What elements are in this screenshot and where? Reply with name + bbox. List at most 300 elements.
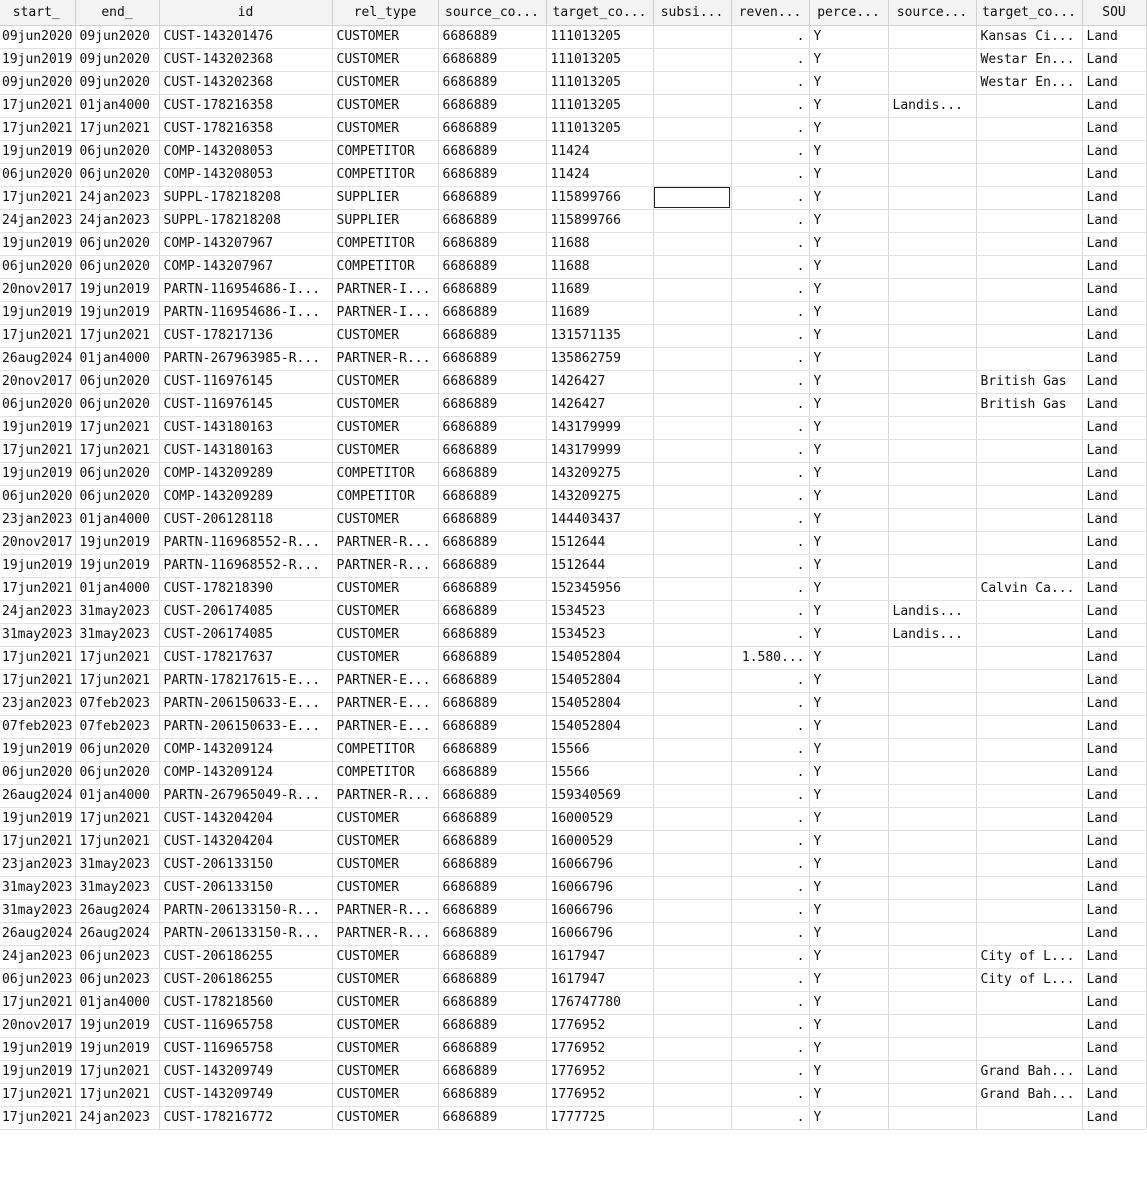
table-cell[interactable]: [976, 301, 1082, 324]
table-row[interactable]: [0, 1060, 1146, 1083]
table-cell[interactable]: 31may2023: [75, 853, 159, 876]
table-cell[interactable]: 31may2023: [0, 876, 75, 899]
table-cell[interactable]: 17jun2021: [75, 646, 159, 669]
table-cell[interactable]: Y: [809, 945, 888, 968]
table-cell[interactable]: [653, 1037, 731, 1060]
table-cell[interactable]: [888, 439, 976, 462]
table-cell[interactable]: 6686889: [438, 876, 546, 899]
table-cell[interactable]: 11424: [546, 163, 653, 186]
table-cell[interactable]: 17jun2021: [75, 669, 159, 692]
table-cell[interactable]: 16000529: [546, 830, 653, 853]
table-cell[interactable]: .: [731, 163, 809, 186]
table-cell[interactable]: .: [731, 784, 809, 807]
table-cell[interactable]: [976, 278, 1082, 301]
table-cell[interactable]: 19jun2019: [0, 554, 75, 577]
table-cell[interactable]: COMPETITOR: [332, 462, 438, 485]
table-cell[interactable]: CUST-178216358: [159, 117, 332, 140]
table-cell[interactable]: [976, 761, 1082, 784]
table-cell[interactable]: [653, 48, 731, 71]
table-cell[interactable]: COMP-143208053: [159, 140, 332, 163]
table-cell[interactable]: CUST-143201476: [159, 25, 332, 48]
table-cell[interactable]: 17jun2021: [75, 324, 159, 347]
table-cell[interactable]: 17jun2021: [75, 416, 159, 439]
table-cell[interactable]: Land: [1082, 623, 1146, 646]
table-cell[interactable]: [653, 784, 731, 807]
table-cell[interactable]: 17jun2021: [0, 186, 75, 209]
table-cell[interactable]: .: [731, 922, 809, 945]
table-cell[interactable]: 20nov2017: [0, 531, 75, 554]
table-cell[interactable]: Y: [809, 255, 888, 278]
table-cell[interactable]: 11424: [546, 140, 653, 163]
table-cell[interactable]: [976, 600, 1082, 623]
table-cell[interactable]: Land: [1082, 186, 1146, 209]
table-cell[interactable]: CUST-116965758: [159, 1037, 332, 1060]
table-cell[interactable]: Land: [1082, 301, 1146, 324]
table-cell[interactable]: 17jun2021: [0, 577, 75, 600]
table-cell[interactable]: .: [731, 255, 809, 278]
table-cell[interactable]: CUSTOMER: [332, 508, 438, 531]
table-cell[interactable]: PARTN-116968552-R...: [159, 531, 332, 554]
table-cell[interactable]: Y: [809, 991, 888, 1014]
table-cell[interactable]: British Gas: [976, 370, 1082, 393]
table-cell[interactable]: Y: [809, 968, 888, 991]
table-cell[interactable]: [976, 692, 1082, 715]
table-cell[interactable]: [653, 922, 731, 945]
table-cell[interactable]: 6686889: [438, 370, 546, 393]
table-cell[interactable]: CUSTOMER: [332, 117, 438, 140]
table-cell[interactable]: PARTNER-E...: [332, 715, 438, 738]
table-cell[interactable]: 6686889: [438, 255, 546, 278]
table-cell[interactable]: [976, 324, 1082, 347]
table-cell[interactable]: 09jun2020: [75, 25, 159, 48]
table-cell[interactable]: .: [731, 554, 809, 577]
table-cell[interactable]: Y: [809, 646, 888, 669]
table-cell[interactable]: PARTNER-I...: [332, 301, 438, 324]
table-row[interactable]: [0, 784, 1146, 807]
table-cell[interactable]: PARTN-206133150-R...: [159, 922, 332, 945]
column-header[interactable]: source...: [888, 0, 976, 25]
table-cell[interactable]: [976, 347, 1082, 370]
table-cell[interactable]: Land: [1082, 692, 1146, 715]
table-cell[interactable]: PARTN-206150633-E...: [159, 692, 332, 715]
table-cell[interactable]: [888, 117, 976, 140]
table-cell[interactable]: [976, 1014, 1082, 1037]
table-cell[interactable]: 31may2023: [75, 876, 159, 899]
table-row[interactable]: [0, 922, 1146, 945]
table-cell[interactable]: 6686889: [438, 25, 546, 48]
table-cell[interactable]: Y: [809, 370, 888, 393]
table-cell[interactable]: 1426427: [546, 393, 653, 416]
table-cell[interactable]: 6686889: [438, 922, 546, 945]
table-cell[interactable]: Y: [809, 830, 888, 853]
table-cell[interactable]: [976, 439, 1082, 462]
table-cell[interactable]: [888, 1014, 976, 1037]
table-cell[interactable]: 1776952: [546, 1037, 653, 1060]
table-cell[interactable]: [888, 1106, 976, 1129]
table-cell[interactable]: [653, 692, 731, 715]
table-cell[interactable]: [888, 163, 976, 186]
table-cell[interactable]: 19jun2019: [0, 140, 75, 163]
table-cell[interactable]: Y: [809, 623, 888, 646]
table-cell[interactable]: COMPETITOR: [332, 255, 438, 278]
table-cell[interactable]: CUST-178216772: [159, 1106, 332, 1129]
table-cell[interactable]: 19jun2019: [0, 1060, 75, 1083]
table-cell[interactable]: 24jan2023: [0, 209, 75, 232]
table-cell[interactable]: 17jun2021: [0, 830, 75, 853]
table-cell[interactable]: Y: [809, 25, 888, 48]
table-cell[interactable]: .: [731, 209, 809, 232]
table-cell[interactable]: 06jun2023: [0, 968, 75, 991]
table-cell[interactable]: [888, 25, 976, 48]
table-cell[interactable]: 24jan2023: [75, 1106, 159, 1129]
table-cell[interactable]: Land: [1082, 48, 1146, 71]
table-row[interactable]: [0, 715, 1146, 738]
table-cell[interactable]: Landis...: [888, 94, 976, 117]
table-cell[interactable]: Y: [809, 1037, 888, 1060]
table-cell[interactable]: [888, 554, 976, 577]
table-cell[interactable]: 111013205: [546, 71, 653, 94]
table-cell[interactable]: 1776952: [546, 1083, 653, 1106]
table-cell[interactable]: 6686889: [438, 577, 546, 600]
table-cell[interactable]: 131571135: [546, 324, 653, 347]
table-cell[interactable]: Y: [809, 715, 888, 738]
table-cell[interactable]: Land: [1082, 370, 1146, 393]
table-cell[interactable]: [888, 784, 976, 807]
table-cell[interactable]: 6686889: [438, 554, 546, 577]
table-cell[interactable]: 6686889: [438, 485, 546, 508]
table-cell[interactable]: [888, 1083, 976, 1106]
table-cell[interactable]: 19jun2019: [0, 738, 75, 761]
table-cell[interactable]: 143179999: [546, 416, 653, 439]
table-cell[interactable]: CUST-143204204: [159, 807, 332, 830]
table-cell[interactable]: Land: [1082, 508, 1146, 531]
table-cell[interactable]: [653, 186, 731, 209]
table-cell[interactable]: Land: [1082, 968, 1146, 991]
table-cell[interactable]: Land: [1082, 945, 1146, 968]
table-row[interactable]: [0, 692, 1146, 715]
table-cell[interactable]: .: [731, 94, 809, 117]
table-cell[interactable]: PARTNER-R...: [332, 899, 438, 922]
table-cell[interactable]: [976, 485, 1082, 508]
table-cell[interactable]: CUSTOMER: [332, 1037, 438, 1060]
table-cell[interactable]: 6686889: [438, 393, 546, 416]
table-cell[interactable]: Y: [809, 807, 888, 830]
table-cell[interactable]: 20nov2017: [0, 1014, 75, 1037]
table-row[interactable]: [0, 991, 1146, 1014]
table-cell[interactable]: Y: [809, 784, 888, 807]
table-cell[interactable]: [653, 439, 731, 462]
table-cell[interactable]: 06jun2020: [75, 232, 159, 255]
table-cell[interactable]: 6686889: [438, 968, 546, 991]
table-cell[interactable]: [653, 255, 731, 278]
table-cell[interactable]: [976, 623, 1082, 646]
table-row[interactable]: [0, 807, 1146, 830]
table-cell[interactable]: 06jun2020: [75, 462, 159, 485]
table-cell[interactable]: [653, 232, 731, 255]
table-cell[interactable]: 1512644: [546, 554, 653, 577]
table-cell[interactable]: [888, 761, 976, 784]
table-cell[interactable]: Land: [1082, 784, 1146, 807]
table-cell[interactable]: Land: [1082, 163, 1146, 186]
table-cell[interactable]: 19jun2019: [0, 1037, 75, 1060]
table-cell[interactable]: 19jun2019: [75, 1014, 159, 1037]
table-cell[interactable]: 17jun2021: [0, 439, 75, 462]
table-cell[interactable]: Land: [1082, 577, 1146, 600]
table-cell[interactable]: [888, 416, 976, 439]
table-cell[interactable]: 11688: [546, 232, 653, 255]
table-cell[interactable]: COMPETITOR: [332, 761, 438, 784]
table-cell[interactable]: Westar En...: [976, 71, 1082, 94]
table-cell[interactable]: Land: [1082, 324, 1146, 347]
table-cell[interactable]: Y: [809, 347, 888, 370]
table-cell[interactable]: [976, 899, 1082, 922]
table-cell[interactable]: .: [731, 25, 809, 48]
table-cell[interactable]: Land: [1082, 761, 1146, 784]
table-cell[interactable]: 135862759: [546, 347, 653, 370]
table-cell[interactable]: CUST-143204204: [159, 830, 332, 853]
table-cell[interactable]: Land: [1082, 117, 1146, 140]
table-cell[interactable]: Land: [1082, 209, 1146, 232]
table-cell[interactable]: [888, 347, 976, 370]
table-cell[interactable]: 6686889: [438, 508, 546, 531]
table-cell[interactable]: CUST-116976145: [159, 393, 332, 416]
table-cell[interactable]: [976, 140, 1082, 163]
table-cell[interactable]: 17jun2021: [75, 439, 159, 462]
table-cell[interactable]: Calvin Ca...: [976, 577, 1082, 600]
table-cell[interactable]: [653, 163, 731, 186]
table-cell[interactable]: 6686889: [438, 94, 546, 117]
column-header[interactable]: perce...: [809, 0, 888, 25]
table-cell[interactable]: [976, 669, 1082, 692]
table-cell[interactable]: [888, 324, 976, 347]
table-cell[interactable]: 6686889: [438, 807, 546, 830]
table-cell[interactable]: Y: [809, 48, 888, 71]
table-cell[interactable]: [888, 1037, 976, 1060]
table-cell[interactable]: Y: [809, 876, 888, 899]
table-cell[interactable]: CUSTOMER: [332, 577, 438, 600]
table-cell[interactable]: 15566: [546, 738, 653, 761]
table-cell[interactable]: Y: [809, 140, 888, 163]
table-cell[interactable]: 152345956: [546, 577, 653, 600]
table-row[interactable]: [0, 347, 1146, 370]
table-cell[interactable]: [653, 416, 731, 439]
table-cell[interactable]: [888, 209, 976, 232]
table-cell[interactable]: 31may2023: [75, 600, 159, 623]
table-cell[interactable]: 6686889: [438, 140, 546, 163]
table-row[interactable]: [0, 25, 1146, 48]
table-cell[interactable]: [888, 922, 976, 945]
table-cell[interactable]: 15566: [546, 761, 653, 784]
table-cell[interactable]: [888, 968, 976, 991]
table-cell[interactable]: .: [731, 830, 809, 853]
table-cell[interactable]: CUSTOMER: [332, 71, 438, 94]
table-cell[interactable]: [653, 577, 731, 600]
table-cell[interactable]: [653, 807, 731, 830]
table-cell[interactable]: Land: [1082, 1037, 1146, 1060]
table-cell[interactable]: 26aug2024: [75, 922, 159, 945]
table-cell[interactable]: PARTNER-R...: [332, 531, 438, 554]
table-cell[interactable]: 06jun2023: [75, 968, 159, 991]
table-cell[interactable]: 17jun2021: [75, 1083, 159, 1106]
table-cell[interactable]: [653, 899, 731, 922]
table-row[interactable]: [0, 945, 1146, 968]
table-cell[interactable]: [976, 94, 1082, 117]
table-cell[interactable]: 16066796: [546, 922, 653, 945]
table-cell[interactable]: 17jun2021: [75, 1060, 159, 1083]
table-cell[interactable]: 17jun2021: [0, 1083, 75, 1106]
table-cell[interactable]: [888, 186, 976, 209]
table-cell[interactable]: .: [731, 186, 809, 209]
table-cell[interactable]: 17jun2021: [0, 669, 75, 692]
table-cell[interactable]: [653, 209, 731, 232]
table-cell[interactable]: 154052804: [546, 715, 653, 738]
table-cell[interactable]: British Gas: [976, 393, 1082, 416]
table-cell[interactable]: 1617947: [546, 945, 653, 968]
table-cell[interactable]: Y: [809, 738, 888, 761]
table-cell[interactable]: 17jun2021: [0, 646, 75, 669]
table-cell[interactable]: [888, 807, 976, 830]
table-cell[interactable]: 6686889: [438, 1083, 546, 1106]
table-row[interactable]: [0, 554, 1146, 577]
table-cell[interactable]: [653, 1014, 731, 1037]
table-cell[interactable]: [653, 531, 731, 554]
table-cell[interactable]: .: [731, 1037, 809, 1060]
table-cell[interactable]: Land: [1082, 899, 1146, 922]
table-cell[interactable]: CUSTOMER: [332, 853, 438, 876]
table-cell[interactable]: 06jun2020: [75, 140, 159, 163]
table-cell[interactable]: 19jun2019: [0, 462, 75, 485]
table-cell[interactable]: PARTN-206133150-R...: [159, 899, 332, 922]
table-cell[interactable]: 06jun2020: [75, 163, 159, 186]
table-cell[interactable]: 24jan2023: [75, 209, 159, 232]
column-header[interactable]: rel_type: [332, 0, 438, 25]
table-cell[interactable]: [888, 71, 976, 94]
table-cell[interactable]: Y: [809, 301, 888, 324]
table-cell[interactable]: COMP-143209124: [159, 761, 332, 784]
table-cell[interactable]: 17jun2021: [75, 117, 159, 140]
table-cell[interactable]: 6686889: [438, 209, 546, 232]
table-cell[interactable]: .: [731, 945, 809, 968]
table-cell[interactable]: 20nov2017: [0, 278, 75, 301]
table-cell[interactable]: CUSTOMER: [332, 623, 438, 646]
table-cell[interactable]: 11688: [546, 255, 653, 278]
table-cell[interactable]: [888, 1060, 976, 1083]
table-cell[interactable]: .: [731, 623, 809, 646]
table-row[interactable]: [0, 232, 1146, 255]
table-cell[interactable]: Land: [1082, 485, 1146, 508]
table-cell[interactable]: Y: [809, 485, 888, 508]
table-cell[interactable]: CUSTOMER: [332, 1106, 438, 1129]
table-cell[interactable]: SUPPLIER: [332, 209, 438, 232]
table-cell[interactable]: PARTN-267963985-R...: [159, 347, 332, 370]
table-cell[interactable]: Land: [1082, 94, 1146, 117]
table-cell[interactable]: [976, 416, 1082, 439]
table-cell[interactable]: [888, 853, 976, 876]
table-cell[interactable]: 6686889: [438, 669, 546, 692]
table-row[interactable]: [0, 117, 1146, 140]
table-cell[interactable]: CUSTOMER: [332, 324, 438, 347]
table-cell[interactable]: [888, 577, 976, 600]
table-cell[interactable]: 17jun2021: [0, 117, 75, 140]
table-cell[interactable]: .: [731, 968, 809, 991]
table-cell[interactable]: .: [731, 439, 809, 462]
table-cell[interactable]: .: [731, 508, 809, 531]
table-cell[interactable]: Y: [809, 761, 888, 784]
table-cell[interactable]: 01jan4000: [75, 991, 159, 1014]
column-header[interactable]: start_: [0, 0, 75, 25]
table-row[interactable]: [0, 1083, 1146, 1106]
table-row[interactable]: [0, 278, 1146, 301]
table-cell[interactable]: CUSTOMER: [332, 370, 438, 393]
table-cell[interactable]: 115899766: [546, 186, 653, 209]
table-cell[interactable]: 6686889: [438, 899, 546, 922]
table-cell[interactable]: 11689: [546, 278, 653, 301]
table-row[interactable]: [0, 94, 1146, 117]
table-cell[interactable]: 06jun2020: [0, 485, 75, 508]
table-cell[interactable]: 6686889: [438, 784, 546, 807]
table-cell[interactable]: .: [731, 301, 809, 324]
table-row[interactable]: [0, 669, 1146, 692]
table-cell[interactable]: [888, 899, 976, 922]
table-cell[interactable]: CUST-143209749: [159, 1083, 332, 1106]
table-cell[interactable]: 23jan2023: [0, 508, 75, 531]
table-cell[interactable]: PARTNER-E...: [332, 669, 438, 692]
table-cell[interactable]: 06jun2020: [75, 738, 159, 761]
table-row[interactable]: [0, 462, 1146, 485]
table-cell[interactable]: 6686889: [438, 531, 546, 554]
table-cell[interactable]: CUSTOMER: [332, 416, 438, 439]
table-cell[interactable]: 6686889: [438, 600, 546, 623]
table-cell[interactable]: Y: [809, 600, 888, 623]
table-cell[interactable]: .: [731, 393, 809, 416]
table-row[interactable]: [0, 71, 1146, 94]
table-cell[interactable]: [653, 278, 731, 301]
table-cell[interactable]: SUPPL-178218208: [159, 186, 332, 209]
table-cell[interactable]: [976, 646, 1082, 669]
table-cell[interactable]: [888, 301, 976, 324]
table-cell[interactable]: PARTN-267965049-R...: [159, 784, 332, 807]
table-cell[interactable]: Land: [1082, 554, 1146, 577]
table-cell[interactable]: 6686889: [438, 623, 546, 646]
table-cell[interactable]: CUSTOMER: [332, 1060, 438, 1083]
table-cell[interactable]: .: [731, 991, 809, 1014]
table-cell[interactable]: 1512644: [546, 531, 653, 554]
table-cell[interactable]: [976, 1106, 1082, 1129]
table-cell[interactable]: CUST-206133150: [159, 876, 332, 899]
table-cell[interactable]: Land: [1082, 853, 1146, 876]
table-cell[interactable]: 154052804: [546, 692, 653, 715]
table-cell[interactable]: [976, 163, 1082, 186]
table-cell[interactable]: [888, 715, 976, 738]
column-header[interactable]: source_co...: [438, 0, 546, 25]
table-cell[interactable]: 07feb2023: [75, 715, 159, 738]
table-cell[interactable]: .: [731, 600, 809, 623]
table-cell[interactable]: .: [731, 1106, 809, 1129]
table-cell[interactable]: 06jun2020: [75, 761, 159, 784]
table-cell[interactable]: [888, 462, 976, 485]
table-cell[interactable]: 1617947: [546, 968, 653, 991]
table-cell[interactable]: CUST-206186255: [159, 968, 332, 991]
table-cell[interactable]: Y: [809, 163, 888, 186]
table-cell[interactable]: PARTNER-R...: [332, 922, 438, 945]
table-cell[interactable]: [888, 646, 976, 669]
table-cell[interactable]: [653, 991, 731, 1014]
table-cell[interactable]: CUST-116976145: [159, 370, 332, 393]
table-cell[interactable]: [976, 186, 1082, 209]
table-cell[interactable]: Land: [1082, 1083, 1146, 1106]
table-cell[interactable]: CUSTOMER: [332, 876, 438, 899]
table-cell[interactable]: [653, 554, 731, 577]
